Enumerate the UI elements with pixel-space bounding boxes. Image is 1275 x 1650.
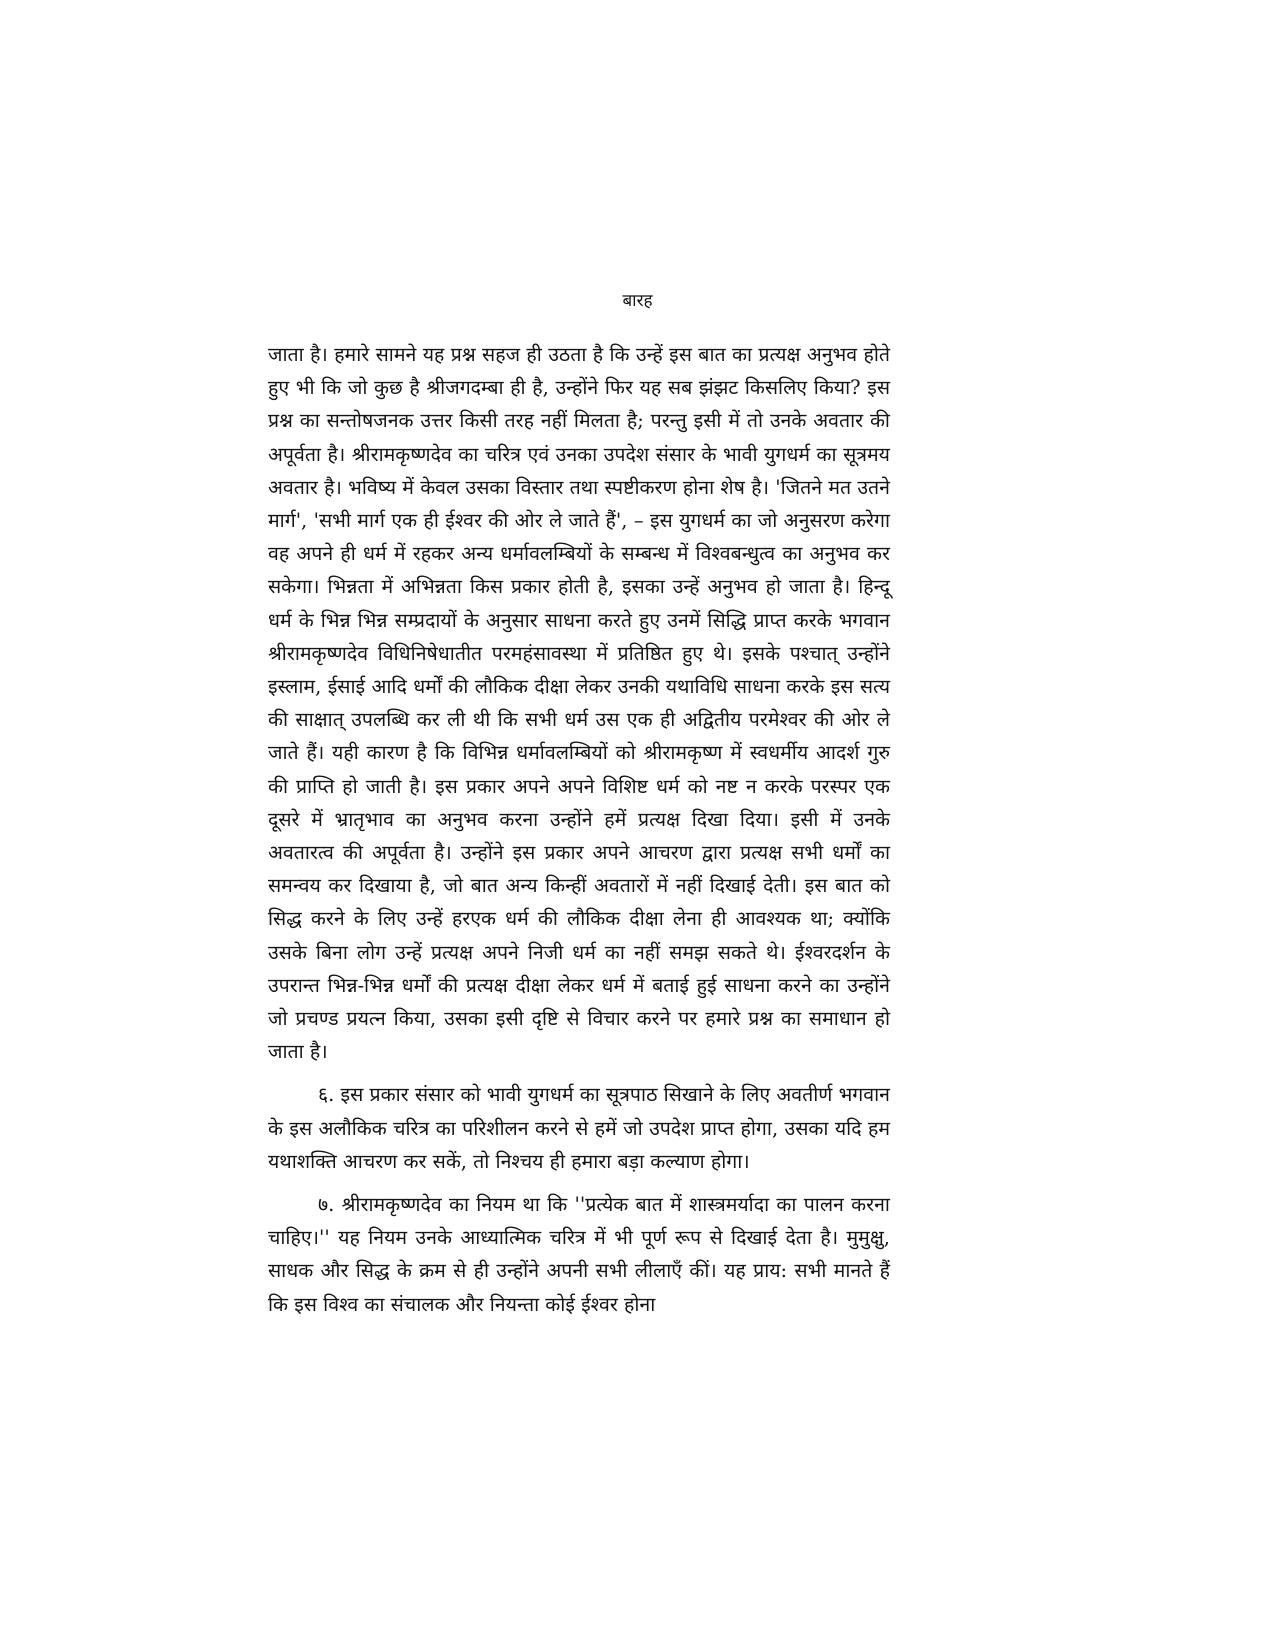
paragraph-7: ७. श्रीरामकृष्णदेव का नियम था कि ''प्रत्येक बात में शास्त्रमर्यादा का पालन करना चाहिए।'' यह नियम उनके आध्यात्मिक चरित्र में भी पूर्ण रूप से दिखाई देता है। मुमुक्षु, साधक और सिद्ध के क्रम से ही उन्होंने अपनी सभी लीलाएँ कीं। यह प्राय: सभी मानते हैं कि इस विश्व का संचालक और नियन्ता कोई ईश्वर होना xyxy=(268,1193,890,1316)
paragraph-6: ६. इस प्रकार संसार को भावी युगधर्म का सूत्रपाठ सिखाने के लिए अवतीर्ण भगवान के इस अलौकिक चरित्र का परिशीलन करने से हमें जो उपदेश प्राप्त होगा, उसका यदि हम यथाशक्ति आचरण कर सकें, तो निश्चय ही हमारा बड़ा कल्याण होगा। xyxy=(268,1083,890,1173)
page-number: बारह xyxy=(622,291,653,311)
paragraph: जाता है। हमारे सामने यह प्रश्न सहज ही उठता है कि उन्हें इस बात का प्रत्यक्ष अनुभव होते हुए भी कि जो कुछ है श्रीजगदम्बा ही है, उन्होंने फिर यह सब झंझट किसलिए किया? इस प्रश्न का सन्तोषजनक उत्तर किसी तरह नहीं मिलता है; परन्तु इसी में तो उनके अवतार की अपूर्वता है। श्रीरामकृष्णदेव का चरित्र एवं उनका उपदेश संसार के भावी युगधर्म का सूत्रमय अवतार है। भविष्य में केवल उसका विस्तार तथा स्पष्टीकरण होना शेष है। 'जितने मत उतने मार्ग', 'सभी मार्ग एक ही ईश्वर की ओर ले जाते हैं', – इस युगधर्म का जो अनुसरण करेगा वह अपने ही धर्म में रहकर अन्य धर्मावलम्बियों के सम्बन्ध में विश्वबन्धुत्व का अनुभव कर सकेगा। भिन्नता में अभिन्नता किस प्रकार होती है, इसका उन्हें अनुभव हो जाता है। हिन्दू धर्म के भिन्न भिन्न सम्प्रदायों के अनुसार साधना करते हुए उनमें सिद्धि प्राप्त करके भगवान श्रीरामकृष्णदेव विधिनिषेधातीत परमहंसावस्था में प्रतिष्ठित हुए थे। इसके पश्चात् उन्होंने इस्लाम, ईसाई आदि धर्मों की लौकिक दीक्षा लेकर उनकी यथाविधि साधना करके इस सत्य की साक्षात् उपलब्धि कर ली थी कि सभी धर्म उस एक ही अद्वितीय परमेश्वर की ओर ले जाते हैं। यही कारण है कि विभिन्न धर्मावलम्बियों को श्रीरामकृष्ण में स्वधर्मीय आदर्श गुरु की प्राप्ति हो जाती है। इस प्रकार अपने अपने विशिष्ट धर्म को नष्ट न करके परस्पर एक दूसरे में भ्रातृभाव का अनुभव करना उन्होंने हमें प्रत्यक्ष दिखा दिया। इसी में उनके अवतारत्व की अपूर्वता है। उन्होंने इस प्रकार अपने आचरण द्वारा प्रत्यक्ष सभी धर्मों का समन्वय कर दिखाया है, जो बात अन्य किन्हीं अवतारों में नहीं दिखाई देती। इस बात को सिद्ध करने के लिए उन्हें हरएक धर्म की लौकिक दीक्षा लेना ही आवश्यक था; क्योंकि उसके बिना लोग उन्हें प्रत्यक्ष अपने निजी धर्म का नहीं समझ सकते थे। ईश्वरदर्शन के उपरान्त भिन्न-भिन्न धर्मों की प्रत्यक्ष दीक्षा लेकर धर्म में बताई हुई साधना करने का उन्होंने जो प्रचण्ड प्रयत्न किया, उसका इसी दृष्टि से विचार करने पर हमारे प्रश्न का समाधान हो जाता है। xyxy=(268,343,890,1064)
body-text xyxy=(268,338,890,1321)
